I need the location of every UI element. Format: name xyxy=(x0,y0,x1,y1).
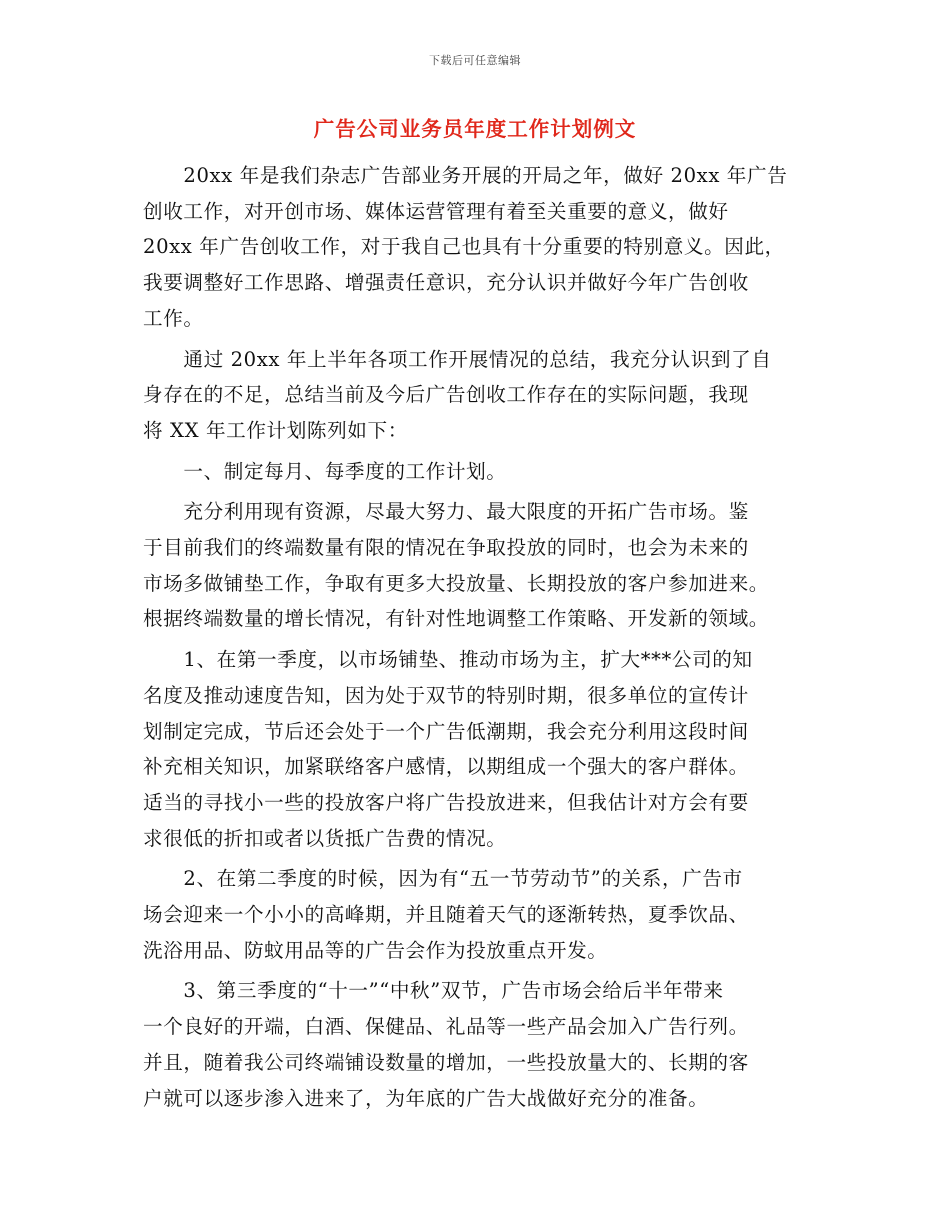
body-paragraph xyxy=(143,861,808,968)
paragraph-line: 场会迎来一个小小的高峰期，并且随着天气的逐渐转热，夏季饮品、 xyxy=(143,903,749,927)
paragraph-line: 划制定完成，节后还会处于一个广告低潮期，我会充分利用这段时间 xyxy=(143,719,749,743)
paragraph-line: 一个良好的开端，白酒、保健品、礼品等一些产品会加入广告行列。 xyxy=(143,1015,749,1039)
paragraph-line: 并且，随着我公司终端铺设数量的增加，一些投放量大的、长期的客 xyxy=(143,1050,749,1074)
paragraph-line: 创收工作，对开创市场、媒体运营管理有着至关重要的意义，做好 xyxy=(143,199,729,223)
document-title: 广告公司业务员年度工作计划例文 xyxy=(313,117,637,141)
paragraph-line: 洗浴用品、防蚊用品等的广告会作为投放重点开发。 xyxy=(143,938,608,962)
paragraph-line: 补充相关知识，加紧联络客户感情，以期组成一个强大的客户群体。 xyxy=(143,755,749,779)
paragraph-line: 求很低的折扣或者以货抵广告费的情况。 xyxy=(143,826,507,850)
paragraph-line: 20xx 年是我们杂志广告部业务开展的开局之年，做好 20xx 年广告 xyxy=(143,164,788,187)
paragraph-line: 3、第三季度的“十一”“中秋”双节，广告市场会给后半年带来 xyxy=(143,979,724,1003)
paragraph-line: 20xx 年广告创收工作，对于我自己也具有十分重要的特别意义。因此， xyxy=(143,235,785,259)
paragraph-line: 将 XX 年工作计划陈列如下： xyxy=(143,418,408,442)
paragraph-line: 市场多做铺垫工作，争取有更多大投放量、长期投放的客户参加进来。 xyxy=(143,571,770,595)
body-paragraph xyxy=(143,494,808,637)
paragraph-line: 1、在第一季度，以市场铺垫、推动市场为主，扩大***公司的知 xyxy=(143,648,753,672)
body-paragraph xyxy=(143,158,808,337)
paragraph-line: 适当的寻找小一些的投放客户将广告投放进来，但我估计对方会有要 xyxy=(143,790,749,814)
paragraph-line: 通过 20xx 年上半年各项工作开展情况的总结，我充分认识到了自 xyxy=(143,347,772,371)
body-paragraph xyxy=(143,342,808,449)
paragraph-line: 我要调整好工作思路、增强责任意识，充分认识并做好今年广告创收 xyxy=(143,271,749,295)
paragraph-line: 工作。 xyxy=(143,306,204,330)
paragraph-line: 根据终端数量的增长情况，有针对性地调整工作策略、开发新的领域。 xyxy=(143,607,770,631)
paragraph-line: 身存在的不足，总结当前及今后广告创收工作存在的实际问题，我现 xyxy=(143,383,749,407)
paragraph-line: 于目前我们的终端数量有限的情况在争取投放的同时，也会为未来的 xyxy=(143,536,749,560)
paragraph-line: 2、在第二季度的时候，因为有“五一节劳动节”的关系，广告市 xyxy=(143,867,743,891)
document-body xyxy=(143,158,808,1121)
body-paragraph xyxy=(143,642,808,856)
body-paragraph xyxy=(143,973,808,1116)
paragraph-line: 充分利用现有资源，尽最大努力、最大限度的开拓广告市场。鉴 xyxy=(143,500,749,524)
header-note: 下载后可任意编辑 xyxy=(429,54,521,67)
paragraph-line: 户就可以逐步渗入进来了，为年底的广告大战做好充分的准备。 xyxy=(143,1086,709,1110)
body-paragraph xyxy=(143,454,808,490)
paragraph-line: 名度及推动速度告知，因为处于双节的特别时期，很多单位的宣传计 xyxy=(143,683,749,707)
paragraph-line: 一、制定每月、每季度的工作计划。 xyxy=(143,459,507,483)
